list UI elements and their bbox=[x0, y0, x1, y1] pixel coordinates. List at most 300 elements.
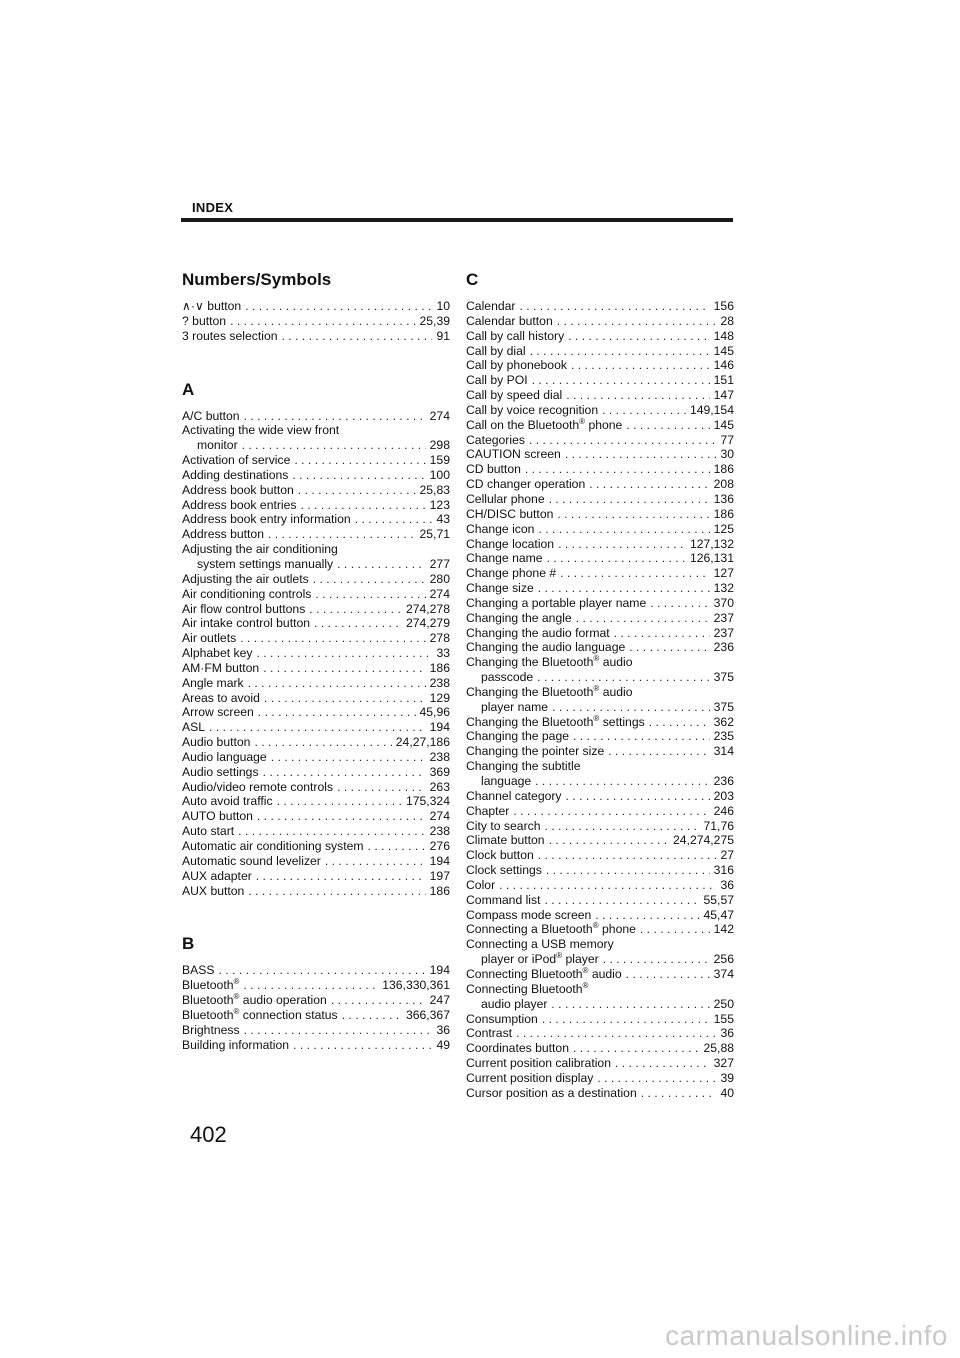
dot-leader bbox=[558, 537, 686, 552]
entry-line bbox=[466, 759, 734, 774]
dot-leader bbox=[243, 978, 378, 993]
entry-pages: 208 bbox=[713, 477, 734, 492]
entry-term: Changing the pointer size bbox=[466, 744, 605, 759]
entry-term: Changing the page bbox=[466, 729, 570, 744]
registered-mark: ® bbox=[579, 416, 586, 426]
entry-line bbox=[182, 438, 450, 453]
dot-leader bbox=[650, 596, 709, 611]
entry-line bbox=[466, 537, 734, 552]
index-entry bbox=[466, 804, 734, 819]
entry-term: CD button bbox=[466, 462, 521, 477]
index-entry bbox=[466, 581, 734, 596]
dot-leader bbox=[513, 804, 709, 819]
entry-pages: 36 bbox=[720, 1026, 734, 1041]
entry-pages: 366,367 bbox=[405, 1007, 450, 1022]
dot-leader bbox=[298, 483, 416, 498]
entry-pages: 186 bbox=[429, 660, 450, 675]
dot-leader bbox=[282, 329, 433, 344]
entry-line bbox=[182, 978, 450, 993]
dot-leader bbox=[538, 522, 709, 537]
entry-line bbox=[182, 1008, 450, 1023]
entry-term: CH/DISC button bbox=[466, 506, 554, 521]
entry-line bbox=[182, 661, 450, 676]
entry-pages: 129 bbox=[429, 690, 450, 705]
dot-leader bbox=[368, 839, 426, 854]
entry-term: Changing the Bluetooth® audio bbox=[466, 683, 633, 699]
entry-line bbox=[182, 423, 450, 438]
entry-line bbox=[182, 468, 450, 483]
entry-term-continued: audio player bbox=[481, 996, 548, 1011]
entry-pages: 146 bbox=[713, 358, 734, 373]
entry-line bbox=[182, 631, 450, 646]
dot-leader bbox=[603, 952, 710, 967]
index-entry bbox=[182, 705, 450, 720]
index-entry bbox=[182, 329, 450, 344]
entry-term: Building information bbox=[182, 1037, 290, 1052]
entry-term: AUTO button bbox=[182, 809, 253, 824]
entry-term: Audio language bbox=[182, 749, 267, 764]
dot-leader bbox=[337, 780, 426, 795]
entry-term: Call by phonebook bbox=[466, 358, 567, 373]
watermark: carmanualsonline.info bbox=[665, 1320, 948, 1351]
index-entry bbox=[182, 884, 450, 899]
index-entry bbox=[182, 720, 450, 735]
index-entry bbox=[466, 819, 734, 834]
entry-pages: 250 bbox=[713, 996, 734, 1011]
dot-leader bbox=[294, 453, 425, 468]
entry-line bbox=[466, 922, 734, 937]
entry-term: Changing the Bluetooth® settings bbox=[466, 713, 645, 729]
entry-pages: 151 bbox=[713, 373, 734, 388]
index-entry bbox=[466, 922, 734, 937]
entry-pages: 132 bbox=[713, 581, 734, 596]
entry-line bbox=[466, 744, 734, 759]
entry-line bbox=[466, 1086, 734, 1101]
entry-pages: 276 bbox=[429, 839, 450, 853]
entry-line bbox=[182, 854, 450, 869]
index-entry bbox=[182, 809, 450, 824]
index-entry bbox=[466, 388, 734, 403]
dot-leader bbox=[626, 418, 709, 433]
entry-pages: 186 bbox=[713, 462, 734, 477]
dot-leader bbox=[549, 492, 710, 507]
entry-term: Current position display bbox=[466, 1070, 594, 1085]
entry-pages: 149,154 bbox=[689, 402, 734, 417]
entry-term: Contrast bbox=[466, 1026, 513, 1041]
entry-term: Audio button bbox=[182, 735, 251, 750]
index-entry bbox=[466, 744, 734, 759]
entry-line bbox=[466, 848, 734, 863]
entry-line bbox=[466, 789, 734, 804]
entry-pages: 55,57 bbox=[703, 892, 734, 907]
entry-term: Audio settings bbox=[182, 764, 259, 779]
dot-leader bbox=[331, 993, 426, 1008]
entry-line bbox=[466, 551, 734, 566]
dot-leader bbox=[516, 1026, 716, 1041]
entry-term: Auto avoid traffic bbox=[182, 794, 273, 809]
entry-list bbox=[182, 299, 450, 344]
entry-pages: 136 bbox=[713, 491, 734, 506]
entry-pages: 194 bbox=[429, 720, 450, 735]
dot-leader bbox=[238, 824, 425, 839]
entry-pages: 235 bbox=[713, 729, 734, 744]
entry-term: CD changer operation bbox=[466, 477, 586, 492]
dot-leader bbox=[615, 1056, 710, 1071]
entry-term: Air intake control button bbox=[182, 616, 311, 631]
entry-list bbox=[182, 963, 450, 1052]
entry-pages: 327 bbox=[713, 1056, 734, 1071]
entry-pages: 24,27,186 bbox=[395, 735, 450, 750]
dot-leader bbox=[538, 848, 717, 863]
section-title: Numbers/Symbols bbox=[182, 270, 332, 289]
entry-line bbox=[466, 640, 734, 655]
entry-pages: 236 bbox=[713, 640, 734, 655]
entry-pages: 375 bbox=[713, 670, 734, 685]
entry-term: Bluetooth® connection status bbox=[182, 1006, 338, 1022]
dot-leader bbox=[557, 314, 717, 329]
index-entry bbox=[182, 780, 450, 795]
dot-leader bbox=[552, 700, 710, 715]
dot-leader bbox=[242, 438, 426, 453]
header-rule bbox=[181, 218, 733, 222]
dot-leader bbox=[355, 512, 433, 527]
index-entry bbox=[182, 409, 450, 424]
registered-mark: ® bbox=[582, 965, 589, 975]
entry-line bbox=[466, 611, 734, 626]
index-entry bbox=[182, 542, 450, 572]
entry-term-continued: monitor bbox=[197, 438, 238, 453]
entry-term: 3 routes selection bbox=[182, 328, 278, 343]
dot-leader bbox=[565, 447, 717, 462]
index-entry bbox=[466, 1071, 734, 1086]
entry-term: Call by dial bbox=[466, 343, 526, 358]
dot-leader bbox=[532, 373, 710, 388]
entry-term-continued: language bbox=[481, 774, 532, 788]
entry-pages: 155 bbox=[713, 1011, 734, 1026]
dot-leader bbox=[230, 314, 415, 329]
index-entry bbox=[466, 433, 734, 448]
entry-line bbox=[466, 967, 734, 982]
entry-pages: 278 bbox=[429, 631, 450, 646]
entry-line bbox=[466, 581, 734, 596]
entry-line bbox=[466, 462, 734, 477]
index-entry bbox=[466, 492, 734, 507]
entry-line bbox=[466, 477, 734, 492]
index-entry bbox=[466, 477, 734, 492]
index-entry bbox=[182, 453, 450, 468]
entry-line bbox=[182, 824, 450, 839]
index-entry bbox=[466, 863, 734, 878]
index-entry bbox=[466, 596, 734, 611]
dot-leader bbox=[248, 676, 426, 691]
entry-pages: 274 bbox=[429, 809, 450, 824]
entry-pages: 25,83 bbox=[419, 482, 450, 497]
entry-pages: 263 bbox=[429, 779, 450, 794]
entry-line bbox=[466, 670, 734, 685]
entry-term: Air outlets bbox=[182, 631, 237, 646]
dot-leader bbox=[538, 581, 710, 596]
entry-pages: 236 bbox=[713, 774, 734, 788]
entry-line bbox=[182, 1038, 450, 1053]
dot-leader bbox=[551, 997, 709, 1012]
entry-term: Current position calibration bbox=[466, 1056, 611, 1071]
entry-line bbox=[182, 299, 450, 314]
entry-pages: 36 bbox=[436, 1022, 450, 1037]
entry-pages: 36 bbox=[720, 877, 734, 892]
section-a bbox=[182, 378, 450, 899]
entry-line bbox=[466, 819, 734, 834]
dot-leader bbox=[571, 358, 710, 373]
entry-term: ASL bbox=[182, 720, 206, 735]
section-title: A bbox=[182, 379, 195, 399]
entry-pages: 49 bbox=[436, 1037, 450, 1052]
entry-line bbox=[466, 1056, 734, 1071]
dot-leader bbox=[557, 507, 709, 522]
entry-term: Change size bbox=[466, 581, 534, 596]
entry-pages: 127,132 bbox=[689, 536, 734, 551]
dot-leader bbox=[301, 498, 426, 513]
entry-line bbox=[466, 804, 734, 819]
index-entry bbox=[466, 1041, 734, 1056]
entry-term: Air conditioning controls bbox=[182, 586, 312, 601]
entry-pages: 274,279 bbox=[405, 616, 450, 631]
entry-line bbox=[466, 433, 734, 448]
dot-leader bbox=[537, 670, 709, 685]
dot-leader bbox=[313, 572, 426, 587]
entry-pages: 25,71 bbox=[419, 527, 450, 542]
dot-leader bbox=[263, 661, 425, 676]
entry-line bbox=[466, 982, 734, 997]
dot-leader bbox=[597, 1071, 716, 1086]
dot-leader bbox=[292, 468, 425, 483]
entry-pages: 298 bbox=[429, 438, 450, 453]
dot-leader bbox=[499, 878, 716, 893]
index-entry bbox=[466, 848, 734, 863]
index-entry bbox=[466, 358, 734, 373]
entry-pages: 203 bbox=[713, 788, 734, 803]
entry-pages: 148 bbox=[713, 328, 734, 343]
entry-line bbox=[182, 527, 450, 542]
entry-term: Adjusting the air conditioning bbox=[182, 542, 338, 557]
entry-term-continued: player name bbox=[481, 699, 549, 714]
entry-line bbox=[466, 715, 734, 730]
entry-line bbox=[182, 453, 450, 468]
entry-pages: 369 bbox=[429, 764, 450, 779]
index-entry bbox=[466, 344, 734, 359]
dot-leader bbox=[589, 477, 709, 492]
entry-line bbox=[182, 839, 450, 854]
entry-pages: 28 bbox=[720, 313, 734, 328]
index-entry bbox=[466, 789, 734, 804]
index-entry bbox=[466, 418, 734, 433]
dot-leader bbox=[547, 551, 686, 566]
entry-pages: 45,96 bbox=[419, 705, 450, 720]
entry-pages: 280 bbox=[429, 571, 450, 586]
dot-leader bbox=[271, 750, 426, 765]
entry-pages: 71,76 bbox=[703, 818, 734, 833]
index-entry bbox=[182, 993, 450, 1008]
dot-leader bbox=[560, 566, 710, 581]
entry-pages: 43 bbox=[436, 512, 450, 527]
registered-mark: ® bbox=[593, 654, 600, 664]
dot-leader bbox=[325, 854, 426, 869]
entry-line bbox=[182, 705, 450, 720]
dot-leader bbox=[629, 640, 709, 655]
entry-line bbox=[466, 774, 734, 789]
dot-leader bbox=[614, 626, 710, 641]
entry-line bbox=[466, 596, 734, 611]
entry-line bbox=[182, 794, 450, 809]
entry-term: Cursor position as a destination bbox=[466, 1085, 637, 1100]
index-entry bbox=[466, 1056, 734, 1071]
entry-term: Command list bbox=[466, 892, 541, 907]
entry-line bbox=[466, 937, 734, 952]
entry-pages: 147 bbox=[713, 388, 734, 403]
index-entry bbox=[182, 587, 450, 602]
dot-leader bbox=[649, 715, 710, 730]
entry-pages: 246 bbox=[713, 803, 734, 818]
page-number: 402 bbox=[190, 1122, 227, 1147]
index-entry bbox=[466, 908, 734, 923]
entry-term: Clock button bbox=[466, 848, 534, 863]
entry-term: Changing the audio format bbox=[466, 625, 610, 640]
entry-term: ∧·∨ button bbox=[182, 299, 242, 313]
index-entry bbox=[182, 750, 450, 765]
dot-leader bbox=[219, 963, 426, 978]
entry-pages: 145 bbox=[713, 343, 734, 358]
entry-line bbox=[182, 963, 450, 978]
index-entry bbox=[182, 978, 450, 993]
entry-line bbox=[466, 566, 734, 581]
entry-pages: 45,47 bbox=[703, 907, 734, 922]
index-entry bbox=[182, 483, 450, 498]
entry-term: Call by speed dial bbox=[466, 388, 563, 403]
entry-term: Adjusting the air outlets bbox=[182, 571, 309, 586]
entry-line bbox=[466, 299, 734, 314]
dot-leader bbox=[535, 774, 710, 789]
entry-list bbox=[182, 409, 450, 899]
dot-leader bbox=[258, 705, 416, 720]
entry-term: Change name bbox=[466, 551, 543, 566]
entry-term: Address button bbox=[182, 527, 264, 542]
index-entry bbox=[466, 655, 734, 685]
index-entry bbox=[466, 685, 734, 715]
entry-line bbox=[466, 388, 734, 403]
entry-term: Address book entry information bbox=[182, 512, 351, 527]
registered-mark: ® bbox=[233, 992, 240, 1001]
dot-leader bbox=[314, 616, 402, 631]
entry-pages: 33 bbox=[436, 646, 450, 661]
entry-line bbox=[466, 893, 734, 908]
index-entry bbox=[182, 1008, 450, 1023]
dot-leader bbox=[602, 403, 686, 418]
dot-leader bbox=[641, 1086, 717, 1101]
entry-pages: 374 bbox=[713, 966, 734, 981]
entry-line bbox=[466, 952, 734, 967]
entry-term: Alphabet key bbox=[182, 646, 253, 661]
entry-line bbox=[182, 765, 450, 780]
entry-line bbox=[182, 691, 450, 706]
entry-line bbox=[466, 403, 734, 418]
index-entry bbox=[466, 329, 734, 344]
entry-pages: 238 bbox=[429, 675, 450, 690]
index-entry bbox=[182, 631, 450, 646]
entry-term: Color bbox=[466, 877, 496, 892]
entry-line bbox=[182, 587, 450, 602]
dot-leader bbox=[595, 908, 699, 923]
entry-term-continued: system settings manually bbox=[197, 556, 334, 571]
entry-line bbox=[466, 729, 734, 744]
section-numbers bbox=[182, 268, 450, 344]
dot-leader bbox=[257, 809, 426, 824]
entry-line bbox=[466, 492, 734, 507]
entry-list bbox=[466, 299, 734, 1101]
entry-pages: 145 bbox=[713, 417, 734, 432]
entry-line bbox=[182, 542, 450, 557]
entry-line bbox=[182, 512, 450, 527]
entry-term: Activation of service bbox=[182, 453, 291, 468]
entry-line bbox=[182, 1023, 450, 1038]
index-entry bbox=[182, 824, 450, 839]
entry-term: Clock settings bbox=[466, 863, 542, 878]
entry-term: Compass mode screen bbox=[466, 907, 592, 922]
entry-line bbox=[466, 373, 734, 388]
entry-term: Automatic sound levelizer bbox=[182, 853, 321, 868]
entry-line bbox=[182, 314, 450, 329]
entry-pages: 274 bbox=[429, 408, 450, 423]
entry-term: Address book entries bbox=[182, 497, 297, 512]
dot-leader bbox=[546, 863, 710, 878]
index-entry bbox=[466, 522, 734, 537]
entry-term: Change phone # bbox=[466, 566, 557, 581]
dot-leader bbox=[549, 833, 669, 848]
dot-leader bbox=[248, 884, 425, 899]
entry-term: Change icon bbox=[466, 521, 535, 536]
entry-term: Climate button bbox=[466, 833, 545, 848]
entry-term: Categories bbox=[466, 432, 525, 447]
entry-term: Adding destinations bbox=[182, 467, 289, 482]
entry-line bbox=[466, 1071, 734, 1086]
entry-line bbox=[466, 447, 734, 462]
index-entry bbox=[466, 640, 734, 655]
entry-line bbox=[182, 869, 450, 884]
entry-term: Channel category bbox=[466, 788, 562, 803]
index-entry bbox=[182, 854, 450, 869]
entry-pages: 375 bbox=[713, 699, 734, 714]
entry-pages: 314 bbox=[713, 744, 734, 759]
entry-term: Changing a portable player name bbox=[466, 595, 647, 610]
section-c bbox=[466, 268, 734, 1101]
dot-leader bbox=[209, 720, 426, 735]
entry-line bbox=[182, 750, 450, 765]
section-title: B bbox=[182, 934, 195, 954]
entry-term: AM·FM button bbox=[182, 660, 260, 675]
entry-line bbox=[182, 409, 450, 424]
index-entry bbox=[466, 1026, 734, 1041]
dot-leader bbox=[293, 1038, 432, 1053]
entry-term: Calendar bbox=[466, 299, 516, 313]
index-entry bbox=[182, 512, 450, 527]
registered-mark: ® bbox=[233, 977, 240, 987]
entry-line bbox=[466, 655, 734, 670]
dot-leader bbox=[268, 527, 416, 542]
index-entry bbox=[466, 982, 734, 1012]
entry-pages: 136,330,361 bbox=[382, 978, 450, 993]
entry-line bbox=[466, 358, 734, 373]
entry-line bbox=[182, 557, 450, 572]
entry-line bbox=[182, 735, 450, 750]
registered-mark: ® bbox=[593, 713, 600, 723]
